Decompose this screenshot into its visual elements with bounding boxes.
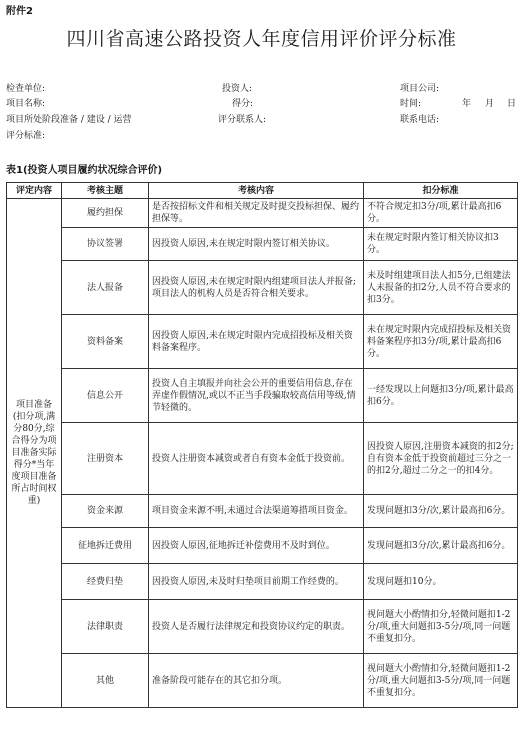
table-row xyxy=(7,315,518,369)
table-row xyxy=(7,228,518,261)
table-row xyxy=(7,654,518,708)
content-cell: 因投资人原因,未在规定时限内完成招投标及相关资料备案程序。 xyxy=(149,315,364,369)
deduction-cell: 发现问题扣3分/次,累计最高扣6分。 xyxy=(364,495,518,528)
topic-cell: 法律职责 xyxy=(62,600,149,654)
topic-cell: 其他 xyxy=(62,654,149,708)
header-content: 考核内容 xyxy=(149,183,364,199)
meta-time-month: 月 xyxy=(485,99,495,109)
table-row xyxy=(7,199,518,228)
deduction-cell: 因投资人原因,注册资本减资的扣2分;自有资本金低于投资前超过三分之一的扣2分,超过二分之一的扣4分。 xyxy=(364,423,518,495)
deduction-cell: 未在规定时限内完成招投标及相关资料备案程序扣3分/项,累计最高扣6分。 xyxy=(364,315,518,369)
meta-rating-contact: 评分联系人: xyxy=(218,115,267,125)
content-cell: 投资人注册资本减资或者自有资本金低于投资前。 xyxy=(149,423,364,495)
topic-cell: 资金来源 xyxy=(62,495,149,528)
deduction-cell: 视问题大小酌情扣分,轻微问题扣1-2分/项,重大问题扣3-5分/项,同一问题不重复扣分。 xyxy=(364,600,518,654)
deduction-cell: 发现问题扣3分/次,累计最高扣6分。 xyxy=(364,528,518,564)
table-caption: 表1(投资人项目履约状况综合评价) xyxy=(6,165,163,176)
topic-cell: 法人报备 xyxy=(62,261,149,315)
table-row xyxy=(7,369,518,423)
table-row xyxy=(7,528,518,564)
page-title: 四川省高速公路投资人年度信用评价评分标准 xyxy=(66,28,457,50)
table-row xyxy=(7,495,518,528)
meta-project-name: 项目名称: xyxy=(6,99,46,109)
content-cell: 因投资人原因,未在规定时限内签订相关协议。 xyxy=(149,228,364,261)
topic-cell: 征地拆迁费用 xyxy=(62,528,149,564)
content-cell: 项目资金来源不明,未通过合法渠道筹措项目资金。 xyxy=(149,495,364,528)
topic-cell: 履约担保 xyxy=(62,199,149,228)
topic-cell: 资料备案 xyxy=(62,315,149,369)
meta-score: 得分: xyxy=(232,99,254,109)
topic-cell: 经费归垫 xyxy=(62,564,149,600)
meta-inspect-unit: 检查单位: xyxy=(6,84,46,94)
meta-time-year: 年 xyxy=(462,99,472,109)
table-row xyxy=(7,261,518,315)
meta-investor: 投资人: xyxy=(222,84,253,94)
deduction-cell: 不符合规定扣3分/项,累计最高扣6分。 xyxy=(364,199,518,228)
content-cell: 因投资人原因,征地拆迁补偿费用不及时到位。 xyxy=(149,528,364,564)
meta-time-day: 日 xyxy=(507,99,517,109)
meta-time: 时间: xyxy=(400,99,422,109)
content-cell: 投资人是否履行法律规定和投资协议约定的职责。 xyxy=(149,600,364,654)
category-cell: 项目准备(扣分项,满分80分,综合得分为项目准备实际得分*当年度项目准备所占时间权重) xyxy=(7,199,62,708)
deduction-cell: 一经发现以上问题扣3分/项,累计最高扣6分。 xyxy=(364,369,518,423)
meta-project-company: 项目公司: xyxy=(400,84,440,94)
meta-stage: 项目所处阶段准备 / 建设 / 运营 xyxy=(6,115,132,125)
table-row xyxy=(7,423,518,495)
topic-cell: 注册资本 xyxy=(62,423,149,495)
deduction-cell: 未及时组建项目法人扣5分,已组建法人未报备的扣2分,人员不符合要求的扣3分。 xyxy=(364,261,518,315)
header-category: 评定内容 xyxy=(7,183,62,199)
deduction-cell: 发现问题扣10分。 xyxy=(364,564,518,600)
content-cell: 准备阶段可能存在的其它扣分项。 xyxy=(149,654,364,708)
meta-phone: 联系电话: xyxy=(400,115,440,125)
header-topic: 考核主题 xyxy=(62,183,149,199)
evaluation-table xyxy=(6,182,518,708)
table-row xyxy=(7,564,518,600)
attachment-label: 附件2 xyxy=(6,6,33,17)
table-header-row xyxy=(7,183,518,199)
deduction-cell: 视问题大小酌情扣分,轻微问题扣1-2分/项,重大问题扣3-5分/项,同一问题不重复扣分。 xyxy=(364,654,518,708)
content-cell: 是否按招标文件和相关规定及时提交投标担保、履约担保等。 xyxy=(149,199,364,228)
topic-cell: 信息公开 xyxy=(62,369,149,423)
topic-cell: 协议签署 xyxy=(62,228,149,261)
deduction-cell: 未在规定时限内签订相关协议扣3分。 xyxy=(364,228,518,261)
content-cell: 投资人自主填报并向社会公开的重要信用信息,存在弄虚作假情况,或以不正当手段骗取较高信用等级,情节轻微的。 xyxy=(149,369,364,423)
header-deduction: 扣分标准 xyxy=(364,183,518,199)
content-cell: 因投资人原因,未在规定时限内组建项目法人并报备;项目法人的机构人员是否符合相关要求。 xyxy=(149,261,364,315)
table-row xyxy=(7,600,518,654)
content-cell: 因投资人原因,未及时归垫项目前期工作经费的。 xyxy=(149,564,364,600)
meta-standard: 评分标准: xyxy=(6,131,46,141)
